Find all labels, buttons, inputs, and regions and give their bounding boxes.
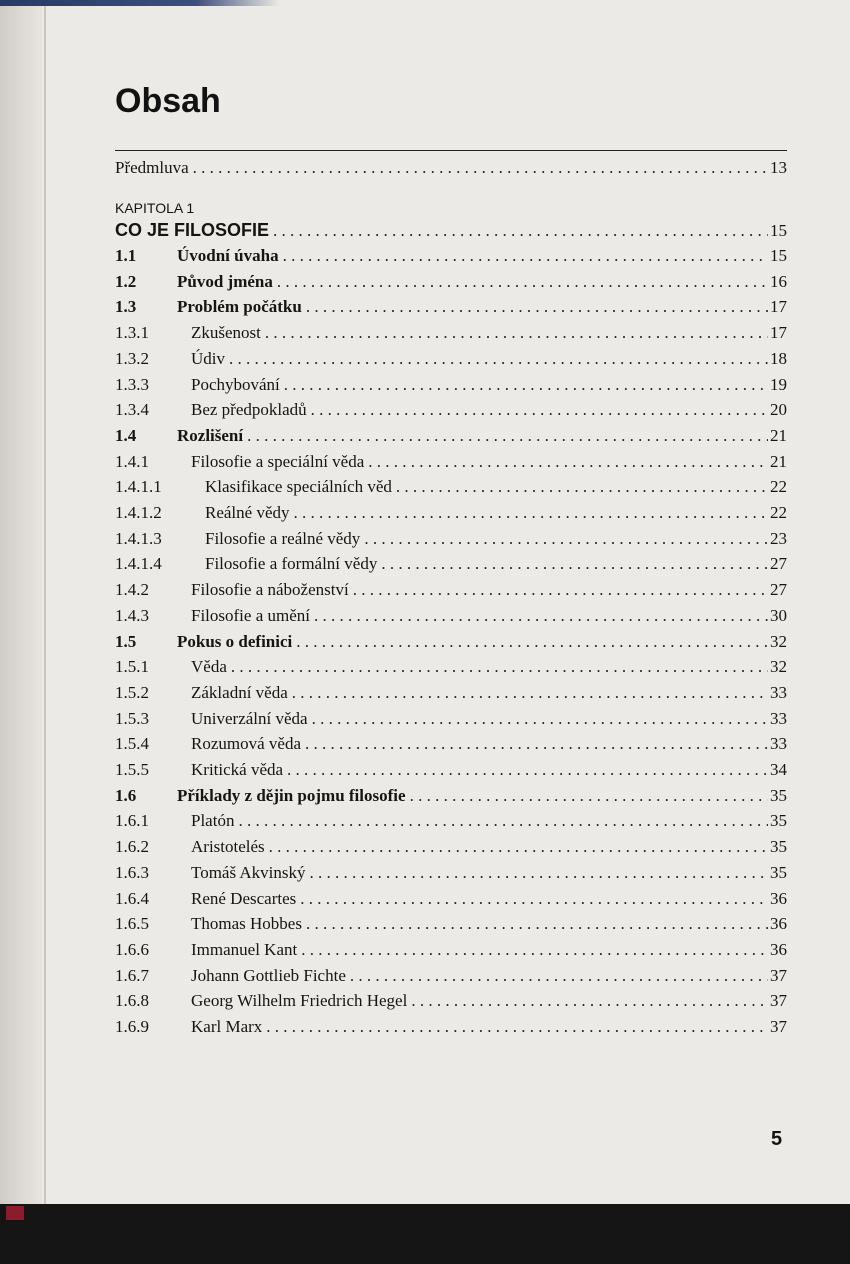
toc-entry-number: 1.4.1.3 — [115, 528, 162, 548]
toc-entry-number: 1.5.5 — [115, 760, 149, 779]
toc-entry-number: 1.1 — [115, 246, 137, 265]
toc-entry-title: Základní věda — [191, 682, 288, 702]
toc-entry-number: 1.4 — [115, 425, 137, 445]
toc-entry-title: Immanuel Kant — [191, 939, 298, 959]
leader-dots — [193, 156, 768, 180]
toc-entry-title: Příklady z dějin pojmu filosofie — [177, 785, 406, 805]
toc-entry — [115, 270, 787, 294]
leader-dots — [266, 1015, 768, 1039]
leader-dots — [273, 219, 768, 243]
toc-entry — [115, 938, 787, 962]
toc-entry — [115, 758, 787, 782]
toc-entry — [115, 681, 787, 705]
toc-entry-page: 23 — [770, 528, 787, 548]
toc-entry-page: 30 — [770, 605, 787, 625]
toc-entry — [115, 630, 787, 654]
toc-entry-page: 16 — [770, 271, 787, 291]
background-strip — [0, 1204, 850, 1264]
toc-entry — [115, 964, 787, 988]
toc-entry-number: 1.3 — [115, 297, 137, 317]
toc-entry-title: Karl Marx — [191, 1017, 263, 1036]
toc-entry-page: 37 — [770, 1017, 787, 1036]
toc-entry — [115, 912, 787, 936]
leader-dots — [314, 604, 768, 628]
leader-dots — [231, 655, 768, 679]
toc-entry — [115, 861, 787, 885]
toc-entry-title: Univerzální věda — [191, 708, 308, 728]
toc-entry-number: 1.6.1 — [115, 811, 149, 831]
toc-preface-page: 13 — [770, 158, 787, 177]
toc-entry-number: 1.4.1 — [115, 451, 149, 471]
toc-entry-title: Věda — [191, 657, 227, 677]
toc-entry-title: Tomáš Akvinský — [191, 862, 306, 882]
toc-entry-number: 1.4.3 — [115, 605, 149, 625]
toc-entry-number: 1.6 — [115, 785, 137, 805]
toc-entry — [115, 809, 787, 833]
toc-chapter-title: CO JE FILOSOFIE — [115, 220, 270, 240]
spine-shadow — [44, 0, 46, 1204]
toc-entry-title: Georg Wilhelm Friedrich Hegel — [191, 991, 408, 1011]
toc-entry-page: 21 — [770, 425, 787, 445]
toc-entry — [115, 887, 787, 911]
leader-dots — [306, 295, 768, 319]
toc-entry-number: 1.3.2 — [115, 348, 149, 368]
page-title: Obsah — [115, 82, 221, 120]
leader-dots — [277, 270, 768, 294]
toc-entry-page: 20 — [770, 400, 787, 420]
toc-entry-page: 36 — [770, 888, 787, 908]
leader-dots — [238, 809, 768, 833]
leader-dots — [353, 578, 768, 602]
toc-entry — [115, 347, 787, 371]
toc-entry — [115, 989, 787, 1013]
toc-entry-page: 27 — [770, 580, 787, 600]
toc-entry — [115, 578, 787, 602]
leader-dots — [296, 630, 768, 654]
toc-entry — [115, 295, 787, 319]
toc-entry-page: 27 — [770, 554, 787, 574]
toc-entry-title: Filosofie a formální vědy — [205, 554, 378, 574]
toc-entry — [115, 501, 787, 525]
toc-entry-number: 1.4.1.4 — [115, 554, 162, 574]
toc-entry-page: 36 — [770, 914, 787, 934]
toc-entry — [115, 707, 787, 731]
leader-dots — [301, 938, 768, 962]
toc-entry-title: Thomas Hobbes — [191, 914, 302, 934]
leader-dots — [265, 321, 768, 345]
toc-entry-title: Pochybování — [191, 374, 280, 394]
toc-entry-number: 1.6.8 — [115, 991, 149, 1011]
leader-dots — [287, 758, 768, 782]
toc-entry-number: 1.5.1 — [115, 657, 149, 677]
toc-entry-page: 32 — [770, 631, 787, 651]
toc-entry-title: Údiv — [191, 348, 225, 368]
cover-edge — [0, 0, 280, 6]
title-rule — [115, 150, 787, 151]
toc-entry-number: 1.6.3 — [115, 862, 149, 882]
toc-entry-page: 36 — [770, 939, 787, 959]
toc-entry — [115, 244, 787, 268]
toc-entry-title: René Descartes — [191, 888, 297, 908]
toc-entry-number: 1.6.5 — [115, 914, 149, 934]
chapter-label: KAPITOLA 1 — [115, 200, 195, 216]
toc-entry-number: 1.4.1.2 — [115, 503, 162, 522]
toc-entry-number: 1.4.1.1 — [115, 477, 162, 497]
toc-entry — [115, 784, 787, 808]
leader-dots — [269, 835, 768, 859]
leader-dots — [247, 424, 768, 448]
leader-dots — [381, 552, 768, 576]
toc-chapter — [115, 218, 787, 242]
toc-entry-title: Kritická věda — [191, 760, 284, 779]
toc-entry-page: 17 — [770, 297, 787, 317]
leader-dots — [311, 398, 768, 422]
toc-entry-title: Zkušenost — [191, 323, 261, 343]
toc-entry-number: 1.4.2 — [115, 580, 149, 600]
toc-entry-number: 1.5.3 — [115, 708, 149, 728]
toc-entry — [115, 398, 787, 422]
toc-entry-number: 1.6.6 — [115, 939, 149, 959]
toc-entry-page: 17 — [770, 323, 787, 343]
toc-entry-page: 35 — [770, 811, 787, 831]
toc-entry-title: Bez předpokladů — [191, 400, 307, 420]
toc-chapter-page: 15 — [770, 221, 787, 240]
book-spine — [0, 0, 42, 1204]
leader-dots — [312, 707, 768, 731]
toc-entry-title: Pokus o definici — [177, 631, 293, 651]
page-number: 5 — [771, 1128, 783, 1150]
toc-entry — [115, 1015, 787, 1039]
toc-entry-page: 33 — [770, 708, 787, 728]
toc-entry — [115, 321, 787, 345]
toc-entry — [115, 604, 787, 628]
toc-entry-page: 35 — [770, 785, 787, 805]
toc-entry-page: 37 — [770, 965, 787, 985]
toc-entry-title: Filosofie a speciální věda — [191, 451, 365, 471]
toc-entry-number: 1.5.4 — [115, 734, 149, 754]
leader-dots — [368, 450, 768, 474]
toc-entry-page: 33 — [770, 682, 787, 702]
toc-entry-page: 35 — [770, 862, 787, 882]
toc-entry-title: Aristotelés — [191, 837, 265, 857]
toc-entry-number: 1.3.3 — [115, 374, 149, 394]
toc-entry-number: 1.6.2 — [115, 837, 149, 857]
toc-entry — [115, 424, 787, 448]
toc-entry-number: 1.6.4 — [115, 888, 149, 908]
toc-entry-number: 1.3.1 — [115, 323, 149, 343]
toc-entry-page: 37 — [770, 991, 787, 1011]
toc-entry-title: Problém počátku — [177, 297, 302, 317]
toc-entry-title: Úvodní úvaha — [177, 246, 279, 265]
toc-entry-page: 32 — [770, 657, 787, 677]
leader-dots — [305, 732, 768, 756]
leader-dots — [364, 527, 768, 551]
toc-entry-number: 1.5.2 — [115, 682, 149, 702]
toc-entry-page: 15 — [770, 246, 787, 265]
toc-entry-page: 21 — [770, 451, 787, 471]
toc-entry-number: 1.3.4 — [115, 400, 149, 420]
toc-preface-title: Předmluva — [115, 158, 189, 177]
toc-entry — [115, 552, 787, 576]
leader-dots — [300, 887, 768, 911]
toc-entry-number: 1.2 — [115, 271, 137, 291]
toc-entry-title: Klasifikace speciálních věd — [205, 477, 392, 497]
toc-entry-title: Filosofie a reálné vědy — [205, 528, 361, 548]
leader-dots — [350, 964, 768, 988]
toc-entry-title: Původ jména — [177, 271, 273, 291]
toc-entry-page: 34 — [770, 760, 787, 779]
toc-entry-title: Filosofie a umění — [191, 605, 310, 625]
toc-entry-title: Platón — [191, 811, 235, 831]
toc-entry-title: Rozlišení — [177, 425, 244, 445]
toc-entry-number: 1.5 — [115, 631, 137, 651]
toc-entry-number: 1.6.7 — [115, 965, 149, 985]
toc-entry — [115, 655, 787, 679]
cover-corner — [6, 1206, 24, 1220]
toc-entry-page: 22 — [770, 503, 787, 522]
toc-entry-title: Filosofie a náboženství — [191, 580, 349, 600]
toc-entry-title: Rozumová věda — [191, 734, 301, 754]
toc-entry — [115, 732, 787, 756]
toc-entry — [115, 450, 787, 474]
toc-entry — [115, 835, 787, 859]
toc-entry — [115, 373, 787, 397]
toc-entry — [115, 475, 787, 499]
toc-entry-title: Reálné vědy — [205, 503, 290, 522]
toc-entry-title: Johann Gottlieb Fichte — [191, 965, 346, 985]
leader-dots — [410, 784, 768, 808]
leader-dots — [310, 861, 768, 885]
leader-dots — [229, 347, 768, 371]
leader-dots — [396, 475, 768, 499]
toc-entry-page: 35 — [770, 837, 787, 857]
toc-preface — [115, 156, 787, 180]
leader-dots — [292, 681, 768, 705]
leader-dots — [411, 989, 768, 1013]
leader-dots — [283, 244, 768, 268]
toc-entry — [115, 527, 787, 551]
toc-entry-page: 19 — [770, 374, 787, 394]
toc-entry-number: 1.6.9 — [115, 1017, 149, 1036]
toc-entry-page: 33 — [770, 734, 787, 754]
toc-entry-page: 22 — [770, 477, 787, 497]
leader-dots — [294, 501, 769, 525]
leader-dots — [284, 373, 768, 397]
leader-dots — [306, 912, 768, 936]
toc-entry-page: 18 — [770, 348, 787, 368]
